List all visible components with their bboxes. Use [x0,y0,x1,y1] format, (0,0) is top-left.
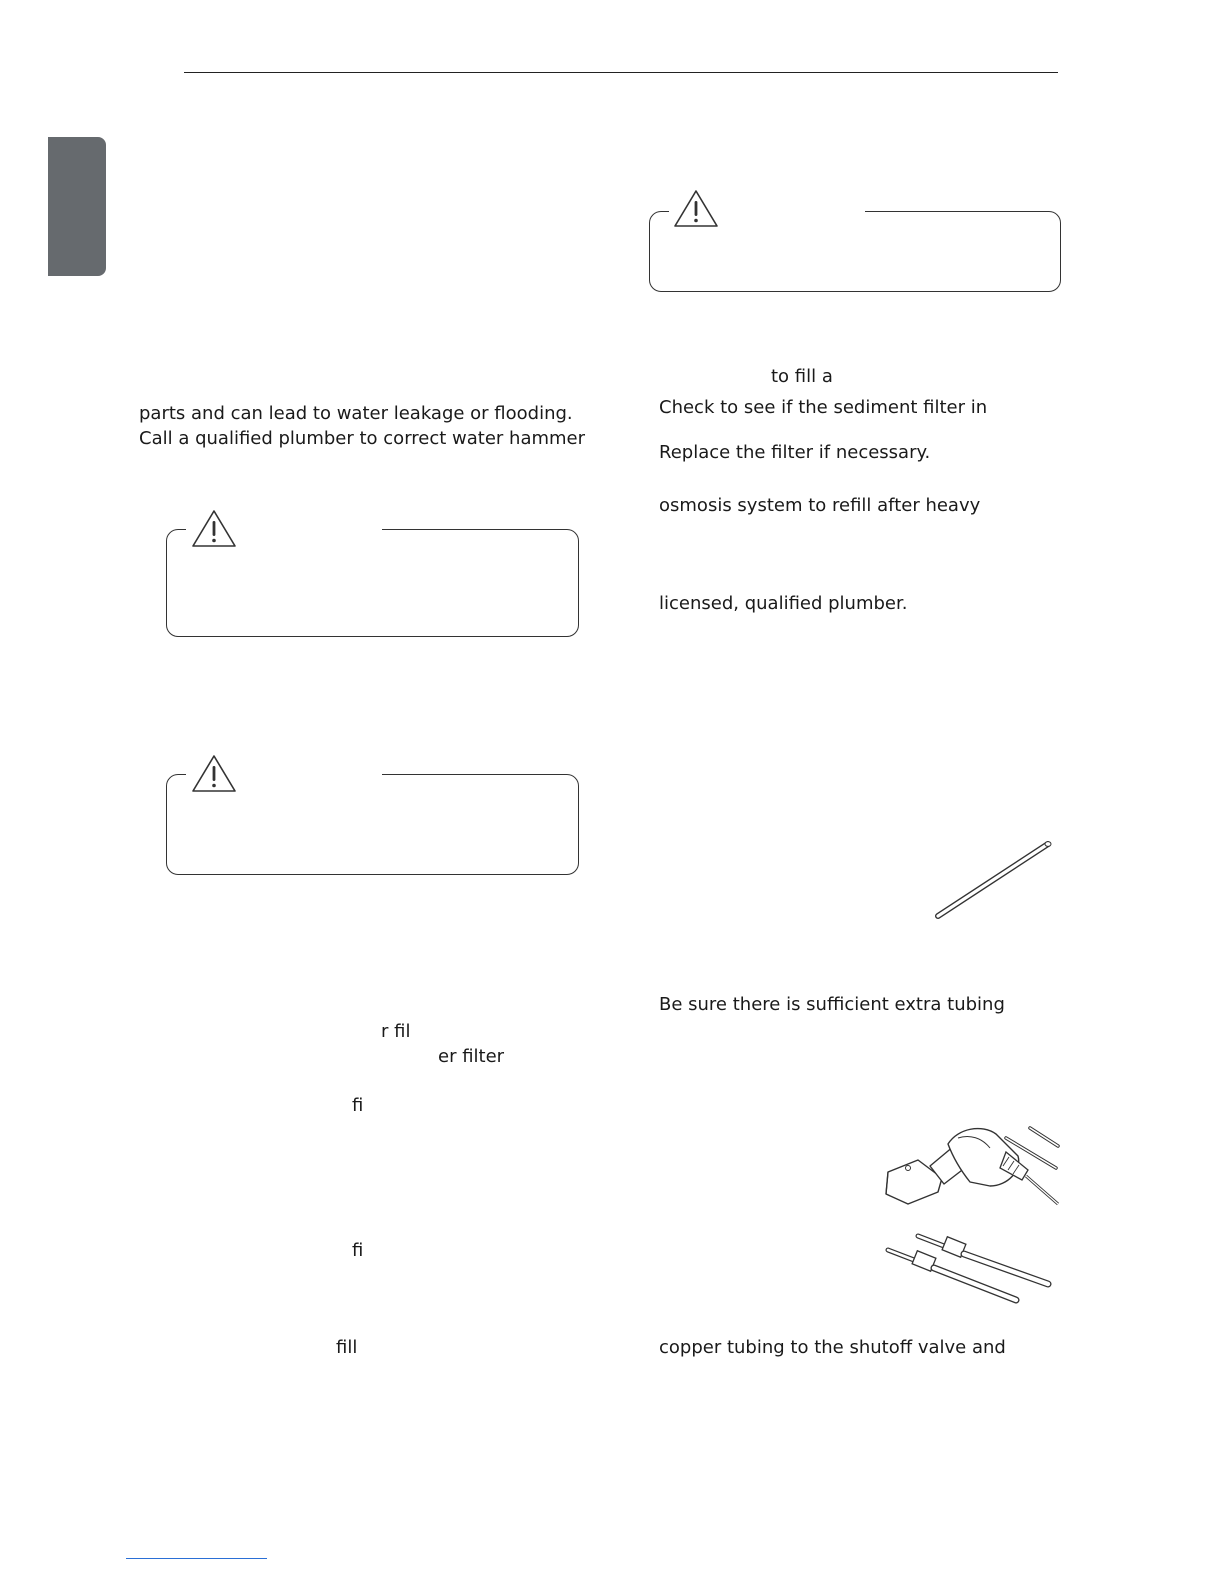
drill-illustration [878,1120,1063,1220]
right-text-line-3: osmosis system to refill after heavy [659,495,981,516]
left-text-fragment-2: er filter [438,1046,505,1067]
right-text-line-4: licensed, qualified plumber. [659,593,908,614]
right-text-line-2: Replace the filter if necessary. [659,442,931,463]
warning-triangle-icon [190,508,238,548]
left-text-fragment-4: fi [352,1240,364,1261]
copper-tubing-illustration [880,1228,1055,1308]
right-text-line-1: Check to see if the sediment filter in [659,397,988,418]
section-side-tab [48,137,106,276]
right-text-line-6: copper tubing to the shutoff valve and [659,1337,1006,1358]
header-rule [184,72,1058,73]
warning-triangle-icon [190,753,238,793]
left-text-fragment-3: fi [352,1095,364,1116]
right-text-line-5: Be sure there is sufficient extra tubing [659,994,1005,1015]
left-text-line-1: parts and can lead to water leakage or flooding. [139,403,573,424]
left-text-fragment-1: r fil [381,1021,411,1042]
right-text-fragment-1: to fill a [771,366,833,387]
left-text-line-2: Call a qualified plumber to correct water hammer [139,428,586,449]
footer-link-underline [126,1558,267,1559]
left-text-fragment-5: fill [336,1337,358,1358]
tube-illustration [930,838,1060,928]
warning-triangle-icon [672,188,720,228]
